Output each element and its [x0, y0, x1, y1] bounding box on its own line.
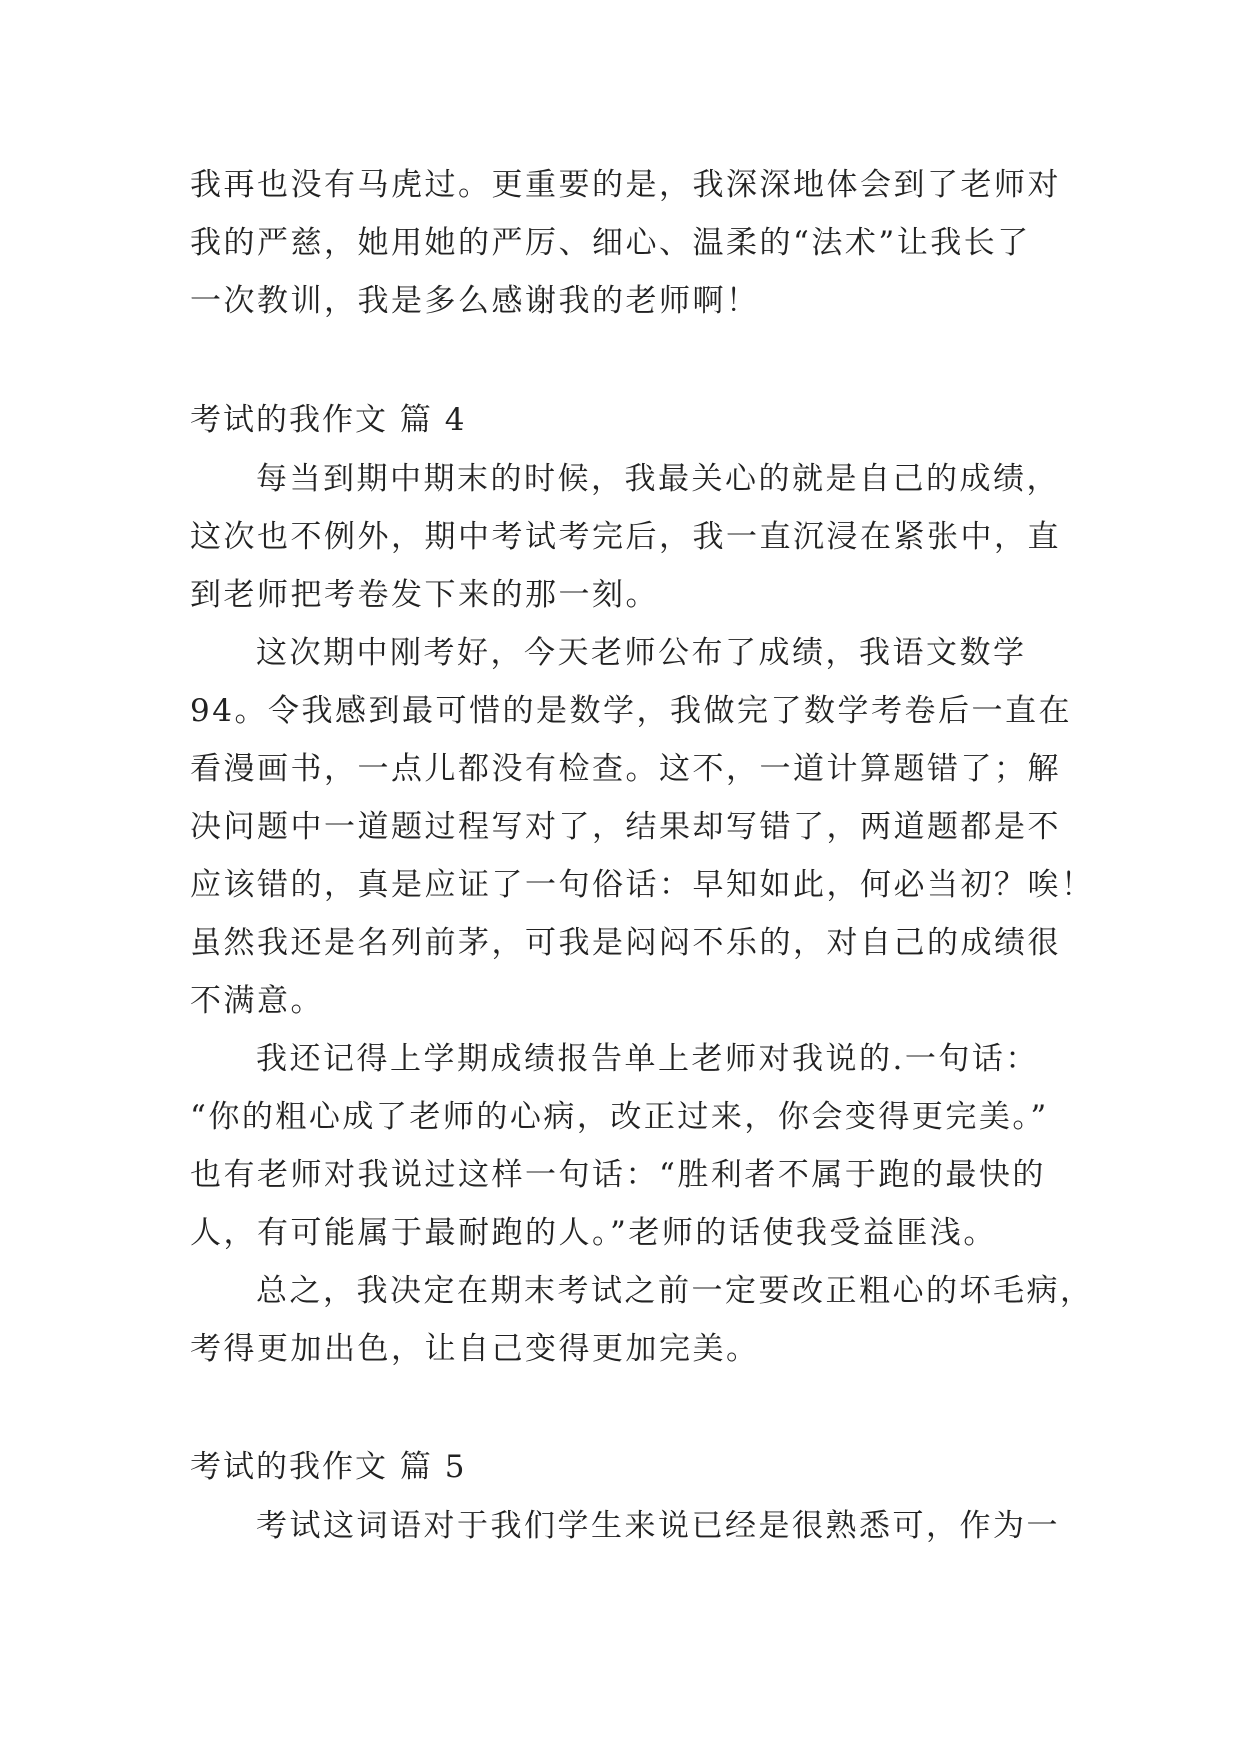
- text-line: 考试这词语对于我们学生来说已经是很熟悉可，作为一: [256, 1508, 1060, 1544]
- text-line: 这次也不例外，期中考试考完后，我一直沉浸在紧张中，直: [190, 519, 1061, 555]
- text-line: 这次期中刚考好，今天老师公布了成绩，我语文数学: [256, 635, 1027, 671]
- text-line: 决问题中一道题过程写对了，结果却写错了，两道题都是不: [190, 809, 1061, 845]
- text-line: 看漫画书，一点儿都没有检查。这不，一道计算题错了；解: [190, 751, 1061, 787]
- text-line: 应该错的，真是应证了一句俗话：早知如此，何必当初？唉！: [190, 867, 1095, 903]
- text-line: 虽然我还是名列前茅，可我是闷闷不乐的，对自己的成绩很: [190, 925, 1061, 961]
- text-line: 94。令我感到最可惜的是数学，我做完了数学考卷后一直在: [190, 693, 1072, 729]
- text-line: 我再也没有马虎过。更重要的是，我深深地体会到了老师对: [190, 167, 1061, 203]
- text-line: 我的严慈，她用她的严厉、细心、温柔的“法术”让我长了: [190, 225, 1031, 261]
- text-line: 考得更加出色，让自己变得更加完美。: [190, 1331, 760, 1367]
- text-line: 一次教训，我是多么感谢我的老师啊！: [190, 283, 760, 319]
- text-line: 每当到期中期末的时候，我最关心的就是自己的成绩，: [256, 461, 1060, 497]
- text-line: 总之，我决定在期末考试之前一定要改正粗心的坏毛病，: [256, 1273, 1094, 1309]
- text-line: 也有老师对我说过这样一句话：“胜利者不属于跑的最快的: [190, 1157, 1046, 1193]
- text-line: 我还记得上学期成绩报告单上老师对我说的.一句话：: [256, 1041, 1039, 1077]
- text-line: 不满意。: [190, 983, 324, 1019]
- essay-4-heading: 考试的我作文 篇 4: [190, 402, 467, 438]
- text-line: 到老师把考卷发下来的那一刻。: [190, 577, 659, 613]
- text-line: 人，有可能属于最耐跑的人。”老师的话使我受益匪浅。: [190, 1215, 997, 1251]
- text-line: “你的粗心成了老师的心病，改正过来，你会变得更完美。”: [190, 1099, 1049, 1135]
- essay-5-heading: 考试的我作文 篇 5: [190, 1449, 467, 1485]
